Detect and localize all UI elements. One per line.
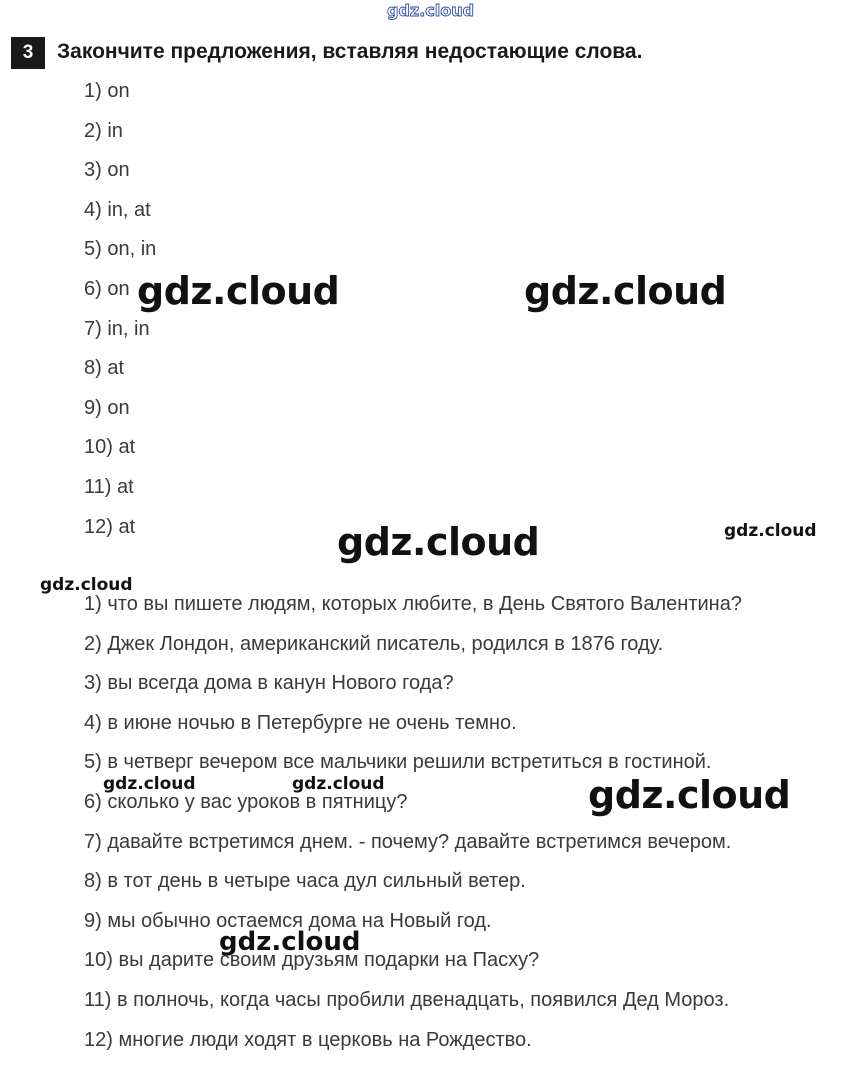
translation-item: 10) вы дарите своим друзьям подарки на Пасху? — [84, 949, 540, 972]
translation-item: 5) в четверг вечером все мальчики решили встретиться в гостиной. — [84, 751, 712, 774]
watermark: gdz.cloud — [292, 774, 385, 794]
answer-item: 8) at — [84, 357, 125, 380]
watermark: gdz.cloud — [103, 774, 196, 794]
watermark: gdz.cloud — [219, 927, 361, 957]
answer-item: 6) on — [84, 277, 130, 300]
watermark: gdz.cloud — [724, 521, 817, 541]
translation-item: 2) Джек Лондон, американский писатель, родился в 1876 году. — [84, 632, 664, 655]
translation-item: 7) давайте встретимся днем. - почему? давайте встретимся вечером. — [84, 830, 732, 853]
answer-item: 12) at — [84, 515, 136, 538]
answer-item: 10) at — [84, 436, 136, 459]
watermark-top: gdz.cloud — [387, 1, 475, 20]
answer-item: 11) at — [84, 475, 134, 498]
answer-item: 9) on — [84, 396, 130, 419]
answer-item: 7) in, in — [84, 317, 150, 340]
translation-item: 8) в тот день в четыре часа дул сильный ветер. — [84, 870, 526, 893]
translation-item: 4) в июне ночью в Петербурге не очень темно. — [84, 711, 517, 734]
watermark: gdz.cloud — [137, 269, 340, 313]
watermark: gdz.cloud — [588, 773, 791, 817]
watermark: gdz.cloud — [524, 269, 727, 313]
translation-item: 1) что вы пишете людям, которых любите, в День Святого Валентина? — [84, 593, 742, 615]
translation-item: 12) многие люди ходят в церковь на Рождество. — [84, 1028, 532, 1051]
task-number-badge: 3 — [11, 37, 45, 69]
translation-item: 11) в полночь, когда часы пробили двенадцать, появился Дед Мороз. — [84, 988, 730, 1011]
task-title: Закончите предложения, вставляя недостающие слова. — [57, 40, 643, 63]
translations-list — [84, 585, 742, 1060]
translation-item: 3) вы всегда дома в канун Нового года? — [84, 672, 454, 695]
watermark: gdz.cloud — [40, 575, 133, 595]
answer-item: 1) on — [84, 80, 130, 102]
answer-item: 4) in, at — [84, 198, 151, 221]
watermark: gdz.cloud — [337, 520, 540, 564]
translation-item: 6) сколько у вас уроков в пятницу? — [84, 790, 408, 813]
answer-item: 5) on, in — [84, 238, 157, 261]
answer-item: 2) in — [84, 119, 123, 142]
translation-item: 9) мы обычно остаемся дома на Новый год. — [84, 909, 492, 932]
answer-item: 3) on — [84, 159, 130, 182]
